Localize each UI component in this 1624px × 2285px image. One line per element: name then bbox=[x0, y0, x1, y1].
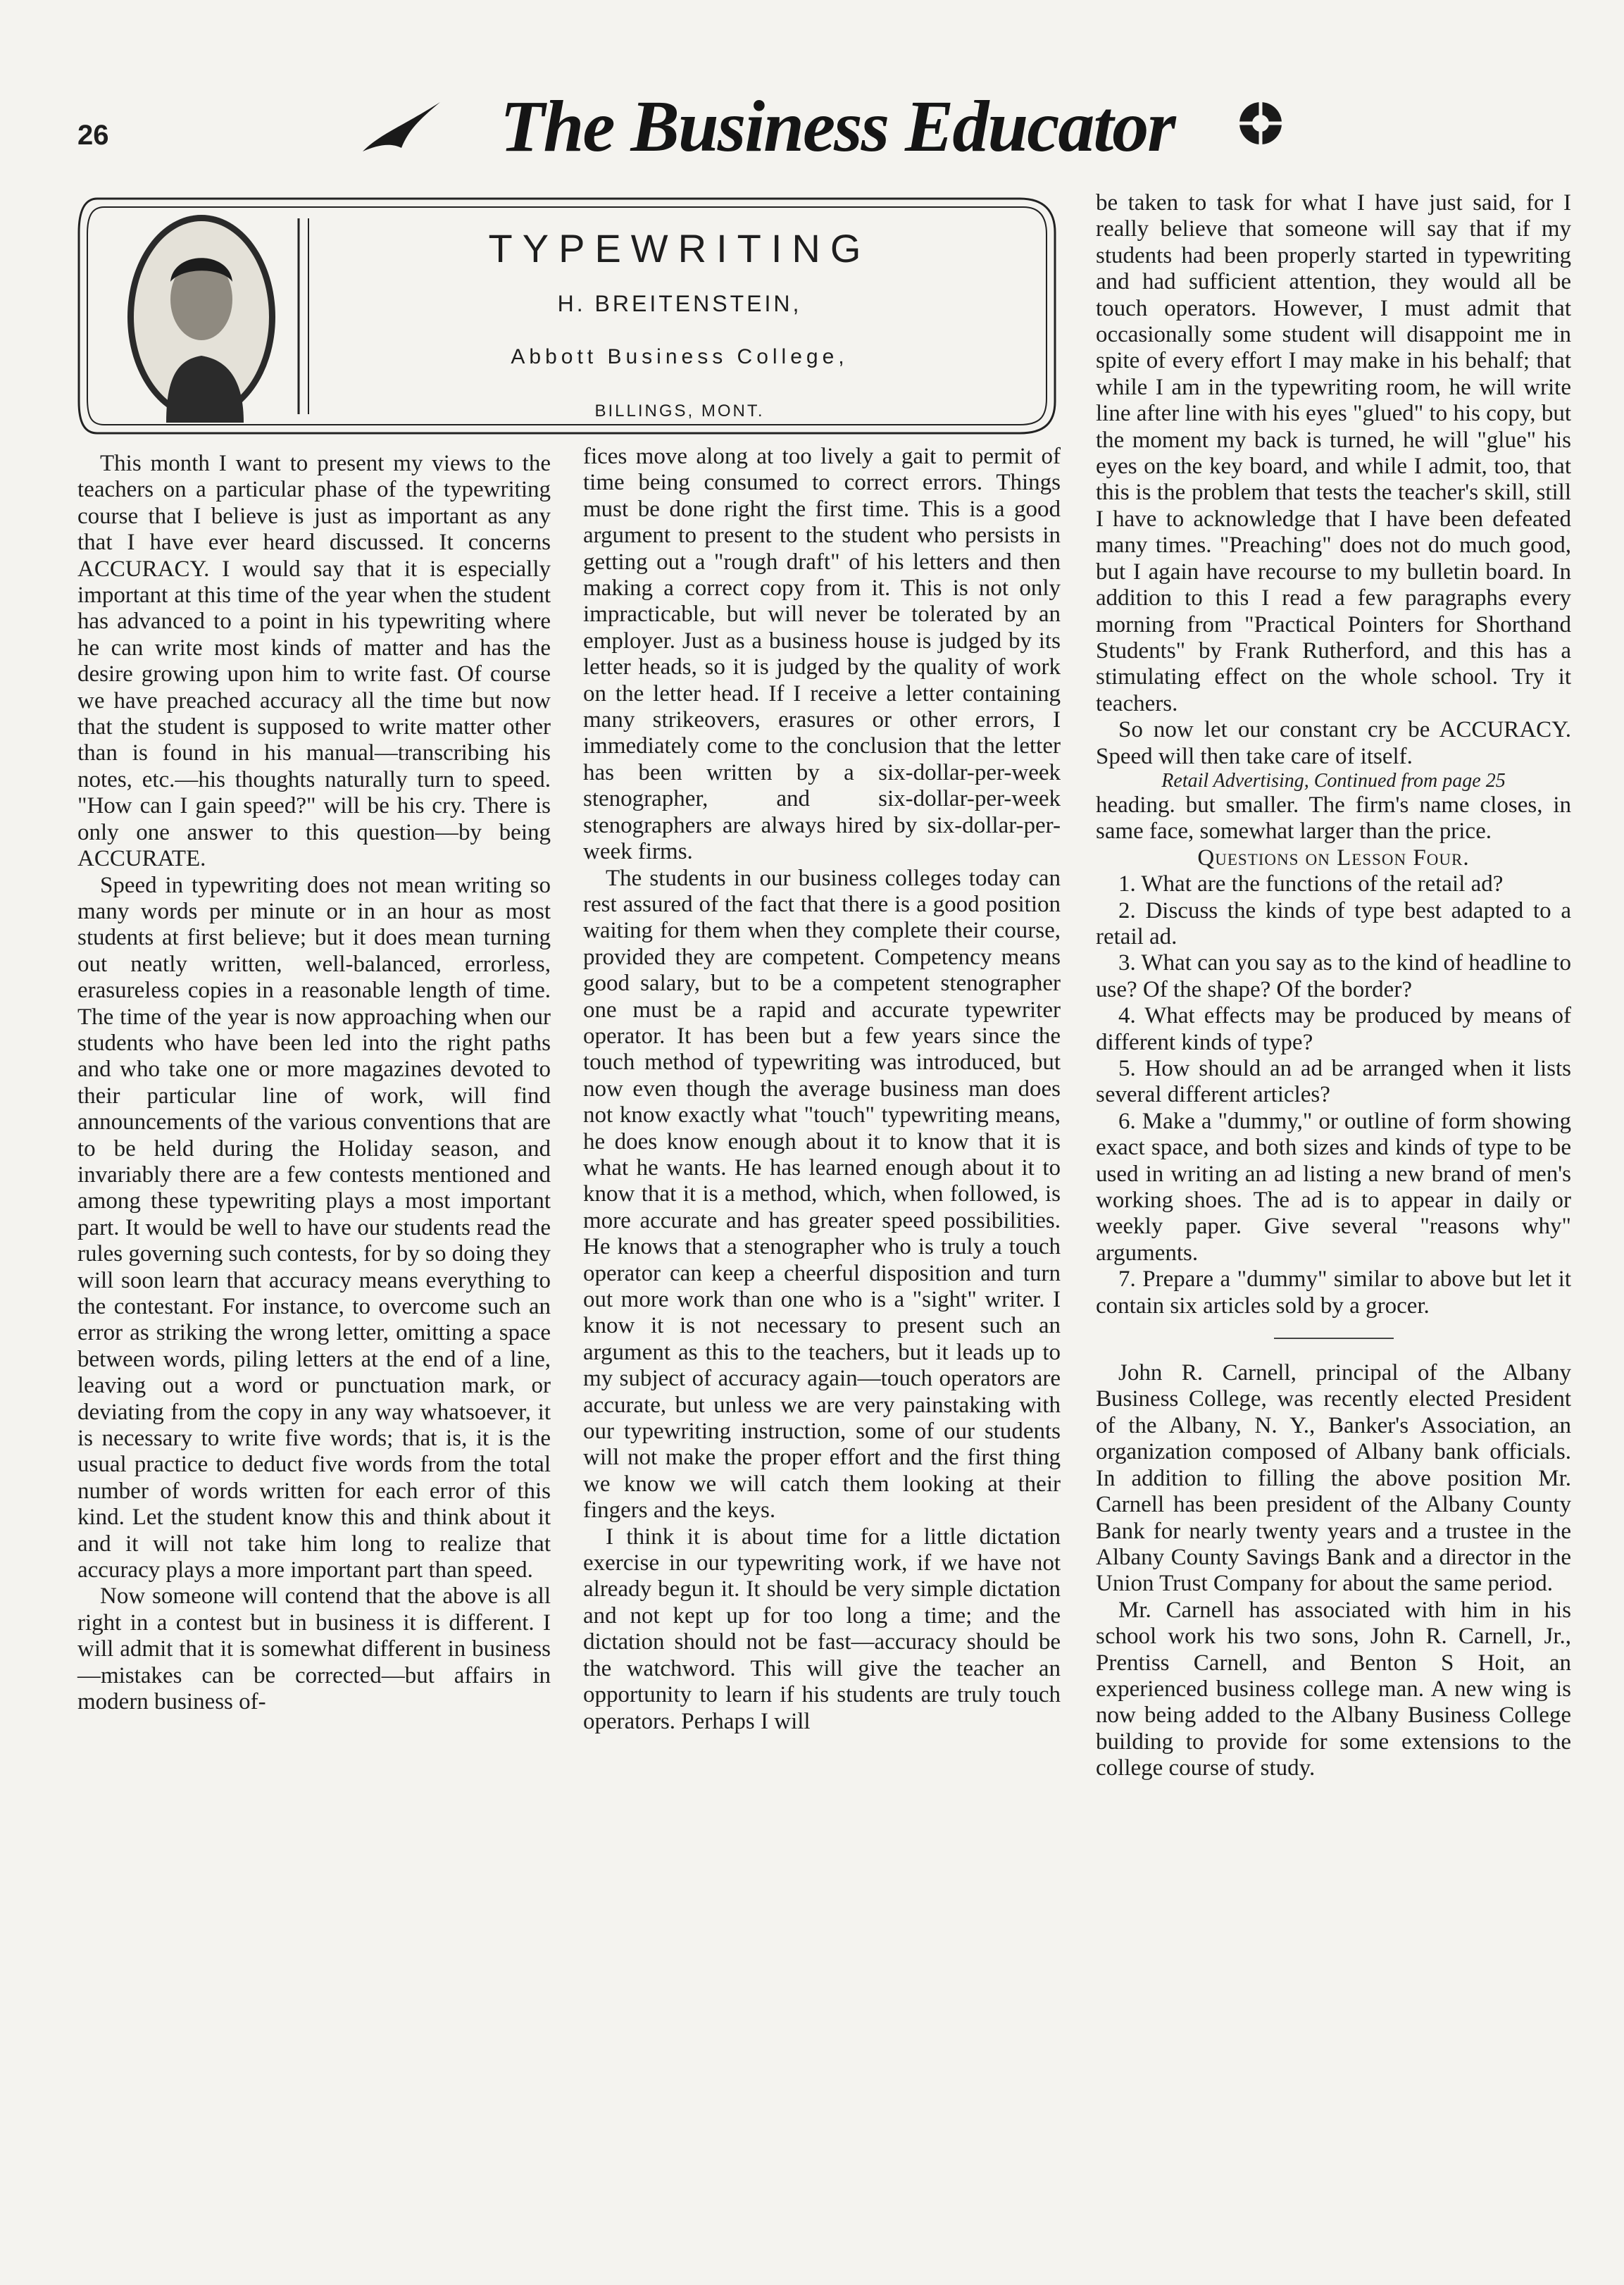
page-number: 26 bbox=[77, 120, 109, 151]
bird-icon bbox=[359, 99, 444, 155]
paragraph: I think it is about time for a little dictation exercise in our typewriting work, if we have not already begun it. It should be very simple dictation and not kept up for too long a time; and the dictation should not be fast—accuracy should be the watchword. This will give the teacher an opportunity to learn if his students are truly touch operators. Perhaps I will bbox=[583, 1524, 1061, 1734]
masthead-title: The Business Educator bbox=[500, 86, 1175, 167]
author-school: Abbott Business College, bbox=[511, 345, 849, 368]
article-title: TYPEWRITING bbox=[488, 226, 871, 270]
author-city: BILLINGS, MONT. bbox=[594, 401, 765, 421]
paragraph: This month I want to present my views to the teachers on a particular phase of the typewriting course that I believe is just as important as any that I have ever heard discussed. It concerns ACCURACY. I would say that it is especially important at this time of the year when the student has advanced to a point in his typewriting where he can write most kinds of matter and has the desire growing upon him to write fast. Of course we have preached accuracy all the time but now that the student is supposed to write matter other than is found in his manual—transcribing his notes, etc.—his thoughts naturally turn to speed. "How can I gain speed?" will be his cry. There is only one answer to this question—by being ACCURATE. bbox=[77, 451, 551, 872]
author-portrait bbox=[124, 211, 279, 423]
article-author: H. BREITENSTEIN, bbox=[557, 291, 802, 316]
paragraph: John R. Carnell, principal of the Albany Business College, was recently elected President of the Albany, N. Y., Banker's Association, an organization composed of Albany bank officials. In addition to filling the above position Mr. Carnell has been president of the Albany County Bank for nearly twenty years and a trustee in the Albany County Savings Bank and a director in the Union Trust Company for about the same period. bbox=[1096, 1360, 1571, 1597]
paragraph: Speed in typewriting does not mean writing so many words per minute or in an hour as most students at first believe; but it does mean turning out neatly written, well-balanced, errorless, erasureless copies in a reasonable length of time. The time of the year is now approaching when our students who have been led into the right paths and who take one or more magazines devoted to their particular line of work, will find announcements of the various conventions that are to be held during the Holiday season, and invariably there are a few contests mentioned and among these typewriting plays a most important part. It would be well to have our students read the rules governing such contests, for by so doing they will soon learn that accuracy means everything to the contestant. For instance, to overcome such an error as striking the wrong letter, omitting a space between words, piling letters at the end of a line, leaving out a word or punctuation mark, or deviating from the copy in any way whatsoever, it is necessary to write five words; that is, it is the usual practice to deduct five words from the total number of words written for each error of this kind. Let the student know this and think about it and it will not take him long to realize that accuracy plays a more important part than speed. bbox=[77, 872, 551, 1583]
emblem-icon bbox=[1232, 95, 1289, 151]
paragraph: Mr. Carnell has associated with him in his school work his two sons, John R. Carnell, Jr., Prentiss Carnell, and Benton S Hoit, an experienced business college man. A new wing is now being added to the Albany Business College building to provide for some extensions to the college course of study. bbox=[1096, 1597, 1571, 1781]
column-2 bbox=[583, 444, 1061, 1735]
questions-heading: Questions on Lesson Four. bbox=[1197, 845, 1470, 871]
article-header bbox=[310, 211, 1049, 423]
paragraph: fices move along at too lively a gait to permit of time being consumed to correct errors. Things must be done right the first time. This is a good argument to present to the student who persists in getting out a "rough draft" of his letters and then making a correct copy from it. This is not only impracticable, but will never be tolerated by an employer. Just as a business house is judged by its letter heads, so it is judged by the quality of work on the letter head. If I receive a letter containing many strikeovers, erasures or other errors, I immediately come to the conclusion that the letter has been written by a six-dollar-per-week stenographer, and six-dollar-per-week stenographers are always hired by six-dollar-per-week firms. bbox=[583, 444, 1061, 865]
divider bbox=[1274, 1338, 1394, 1339]
column-1 bbox=[77, 451, 551, 1716]
question-item: 7. Prepare a "dummy" similar to above but let it contain six articles sold by a grocer. bbox=[1096, 1266, 1571, 1319]
question-item: 2. Discuss the kinds of type best adapted to a retail ad. bbox=[1096, 897, 1571, 950]
paragraph: Now someone will contend that the above is all right in a contest but in business it is different. I will admit that it is somewhat different in business—mistakes can be corrected—but affairs in modern business of- bbox=[77, 1583, 551, 1715]
paragraph: So now let our constant cry be ACCURACY. Speed will then take care of itself. bbox=[1096, 717, 1571, 769]
question-item: 1. What are the functions of the retail ad? bbox=[1118, 871, 1504, 897]
question-item: 6. Make a "dummy," or outline of form showing exact space, and both sizes and kinds of type to be used in writing an ad listing a new brand of men's working shoes. The ad is to appear in daily or weekly paper. Give several "reasons why" arguments. bbox=[1096, 1108, 1571, 1266]
question-item: 5. How should an ad be arranged when it lists several different articles? bbox=[1096, 1056, 1571, 1108]
paragraph: be taken to task for what I have just said, for I really believe that someone will say that if my students had been properly started in typewriting and had sufficient attention, they would all be touch operators. However, I must admit that occasionally some student will disappoint me in spite of every effort I may make in his behalf; that while I am in the typewriting room, he will write line after line with his eyes "glued" to his copy, but the moment my back is turned, he will "glue" his eyes on the key board, and while I admit, too, that this is the problem that tests the teacher's skill, still I have to acknowledge that I have been defeated many times. "Preaching" does not do much good, but I again have recourse to my bulletin board. In addition to this I read a few paragraphs every morning from "Practical Pointers for Shorthand Students" by Frank Rutherford, and this has a stimulating effect on the whole school. Try it teachers. bbox=[1096, 190, 1571, 716]
paragraph: The students in our business colleges today can rest assured of the fact that there is a good position waiting for them when they complete their course, provided they are competent. Competency means good salary, but to be a competent stenographer one must be a rapid and accurate typewriter operator. It has been but a few years since the touch method of typewriting was introduced, but now even though the average business man does not know exactly what "touch" typewriting means, he does know enough about it to know that it is what he wants. He has learned enough about it to know that it is a method, which, when followed, is more accurate and has greater speed possibilities. He knows that a stenographer who is truly a touch operator can keep a cheerful disposition and turn out more work than one who is a "sight" writer. I know it is not necessary to present such an argument as this to the teachers, but it leads up to my subject of accuracy again—touch operators are accurate, but unless we are very painstaking with our typewriting instruction, some of our students will not make the proper effort and the first thing we know we will catch them looking at their fingers and the keys. bbox=[583, 865, 1061, 1524]
question-item: 3. What can you say as to the kind of headline to use? Of the shape? Of the border? bbox=[1096, 950, 1571, 1002]
column-3 bbox=[1096, 190, 1571, 1782]
continued-note: Retail Advertising, Continued from page 25 bbox=[1161, 769, 1506, 792]
masthead bbox=[359, 77, 1275, 169]
question-item: 4. What effects may be produced by means of different kinds of type? bbox=[1096, 1003, 1571, 1055]
paragraph: heading. but smaller. The firm's name closes, in same face, somewhat larger than the price. bbox=[1096, 792, 1571, 845]
